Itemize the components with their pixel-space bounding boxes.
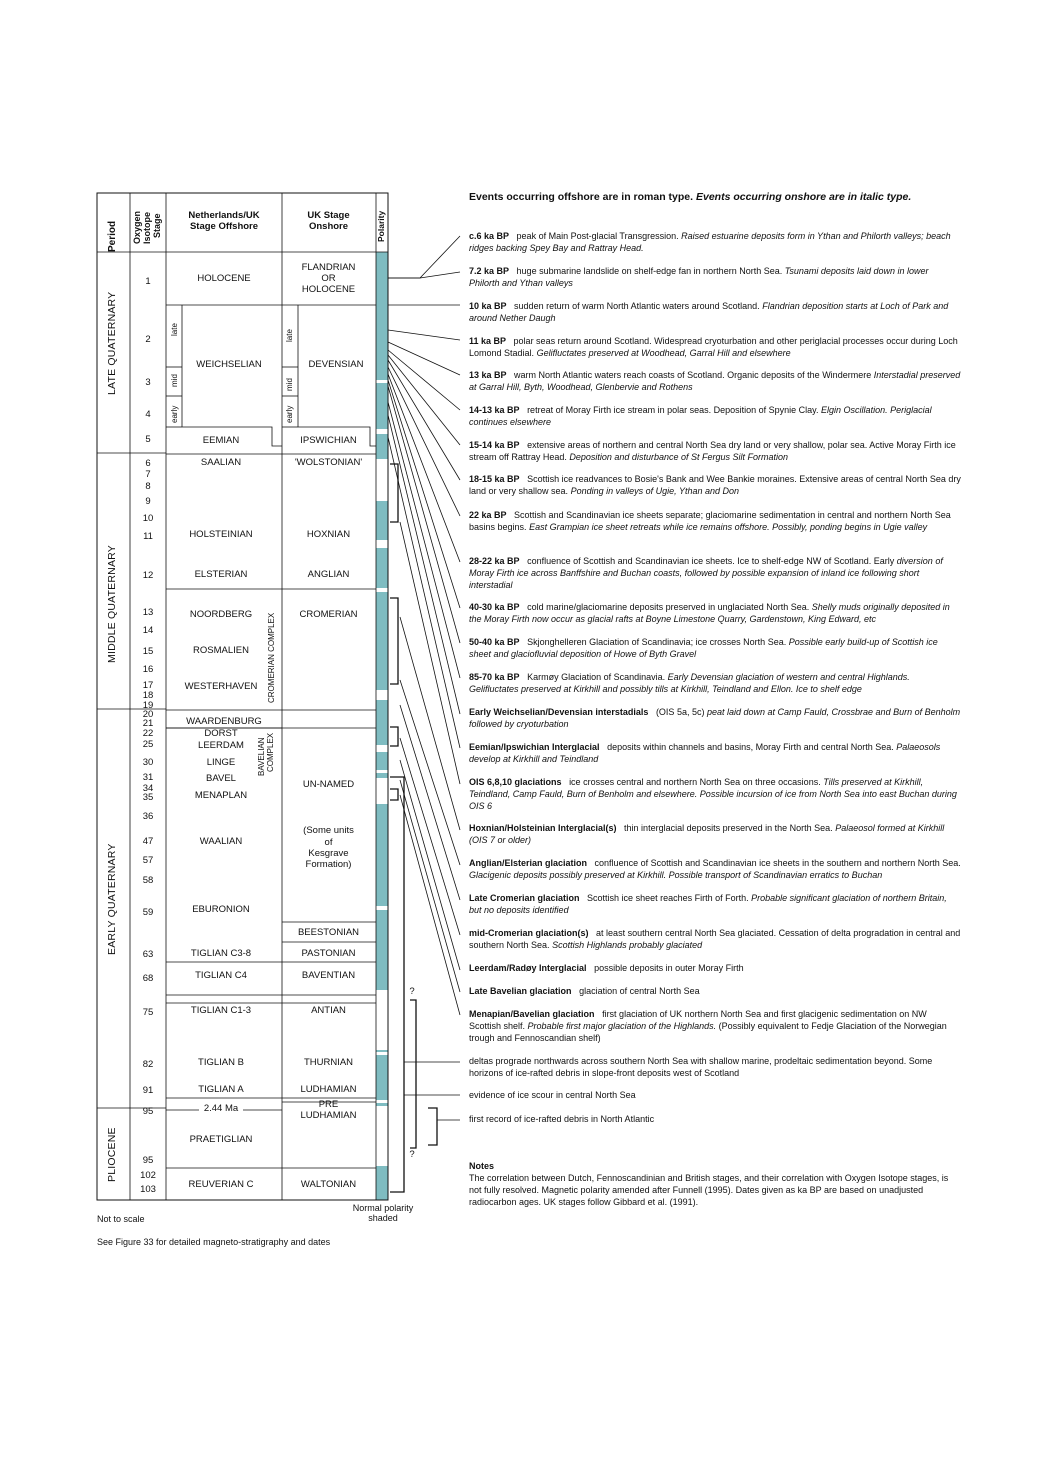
isotope-stage: 31	[142, 772, 154, 783]
event-item: c.6 ka BP peak of Main Post-glacial Transgression. Raised estuarine deposits form in Ythan and Philorth valleys; beach ridges backing Spey Bay and Rattray Head.	[469, 231, 951, 253]
event-item: Eemian/Ipswichian Interglacial deposits within channels and basins, Moray Firth and central North Sea. Palaeosols develop at Kirkhill and Teindland	[469, 742, 941, 764]
bracket-ois-glaciations	[390, 464, 398, 522]
uk-stage: 'WOLSTONIAN'	[294, 457, 363, 468]
nl-stage: ROSMALIEN	[193, 645, 249, 656]
uk-stage: PRE	[318, 1099, 339, 1110]
nl-stage: MENAPLAN	[194, 790, 248, 801]
isotope-stage: 75	[142, 1007, 154, 1018]
uk-stage: HOLOCENE	[301, 284, 356, 295]
event-item: Menapian/Bavelian glaciation first glaciation of UK northern North Sea and first glacigenic sedimentation on NW Scottish shelf. Probable first major glaciation of the Highlands. (Possibly equivalent to Fedje Glaciation of the Norwegian trough and Fennoscandian shelf)	[469, 1009, 947, 1043]
uk-stage: THURNIAN	[303, 1057, 354, 1068]
substage-mid-uk: mid	[285, 378, 294, 391]
header-polarity: Polarity	[376, 210, 386, 242]
isotope-stage: 10	[142, 513, 154, 524]
nl-stage: REUVERIAN C	[188, 1179, 254, 1190]
event-item: 14-13 ka BP retreat of Moray Firth ice stream in polar seas. Deposition of Spynie Clay. Elgin Oscillation. Periglacial continues elsewhere	[469, 405, 932, 427]
event-item: Late Bavelian glaciation glaciation of central North Sea	[469, 986, 700, 996]
nl-stage: BAVEL	[206, 773, 236, 784]
isotope-stage: 103	[140, 1184, 156, 1195]
uk-stage: OR	[321, 273, 336, 284]
notes-heading: Notes	[469, 1161, 495, 1171]
event-item: 18-15 ka BP Scottish ice readvances to Bosie's Bank and Wee Bankie moraines. Extensive areas of central North Sea dry land or very shallow sea. Ponding in valleys of Ugie, Ythan and Don	[469, 474, 961, 496]
nl-stage: WESTERHAVEN	[184, 681, 258, 692]
event-item: 11 ka BP polar seas return around Scotland. Widespread cryoturbation and other periglacial processes occur during Loch Lomond Stadial. Gelifluctates preserved at Woodhead, Garral Hill and elsewhere	[469, 336, 958, 358]
event-item: 13 ka BP warm North Atlantic waters reach coasts of Scotland. Organic deposits of the Windermere Interstadial preserved at Garral Hill, Byth, Woodhead, Glenbervie and Rothens	[469, 370, 961, 392]
event-item: Early Weichselian/Devensian interstadials (OIS 5a, 5c) peat laid down at Camp Fauld, Crossbrae and Burn of Benholm followed by cryoturbation	[469, 707, 961, 729]
header-oxygen-line2: Isotope	[142, 211, 152, 244]
polarity-note-line2: shaded	[368, 1213, 398, 1224]
polarity-reversed-band	[376, 1106, 388, 1166]
nl-stage: LEERDAM	[198, 740, 244, 751]
isotope-stage: 47	[142, 836, 154, 847]
uk-stage: LUDHAMIAN	[300, 1084, 357, 1095]
isotope-stage: 19	[142, 700, 154, 711]
polarity-reversed-band	[376, 1100, 388, 1103]
polarity-reversed-band	[376, 459, 388, 501]
uk-stage: IPSWICHIAN	[300, 435, 357, 446]
isotope-stage: 5	[145, 434, 151, 445]
event-item: 85-70 ka BP Karmøy Glaciation of Scandinavia. Early Devensian glaciation of western and central Highlands. Gelifluctates preserved at Kirkhill and possibly tills at Kirkhill, Teindland and Ellon. Ice to shelf edge	[469, 672, 910, 694]
isotope-stage: 2	[145, 334, 151, 345]
bavelian-complex-label-2: COMPLEX	[266, 732, 275, 772]
uncertain-marker: ?	[409, 986, 415, 997]
isotope-stage: 9	[145, 496, 151, 507]
isotope-stage: 57	[142, 855, 154, 866]
isotope-stage: 3	[145, 377, 151, 388]
event-item: Late Cromerian glaciation Scottish ice sheet reaches Firth of Forth. Probable significant glaciation of northern Britain, but no deposits identified	[469, 893, 947, 915]
event-leader-line	[400, 760, 460, 970]
nl-stage: HOLOCENE	[197, 273, 251, 284]
polarity-normal-band	[376, 252, 388, 1200]
uk-stage-note: Kesgrave	[308, 848, 349, 859]
event-leader-line	[388, 272, 460, 278]
nl-stage: PRAETIGLIAN	[189, 1134, 253, 1145]
nl-stage: WEICHSELIAN	[196, 359, 262, 370]
isotope-stage: 20	[142, 709, 154, 720]
nl-stage: TIGLIAN C3-8	[190, 948, 252, 959]
legend-title-roman: Events occurring offshore are in roman type.	[469, 191, 694, 203]
header-netherlands-line1: Netherlands/UK	[188, 210, 260, 221]
uk-stage: BEESTONIAN	[297, 927, 360, 938]
isotope-stage: 8	[145, 481, 151, 492]
isotope-stage: 36	[142, 811, 154, 822]
nl-stage: WAARDENBURG	[186, 716, 262, 727]
nl-stage: DORST	[204, 728, 238, 739]
uk-stage: CROMERIAN	[299, 609, 358, 620]
event-leader-line	[388, 360, 460, 480]
event-leader-line	[388, 355, 460, 445]
nl-stage: TIGLIAN A	[198, 1084, 244, 1095]
isotope-stage: 58	[142, 875, 154, 886]
uk-stage: ANTIAN	[311, 1005, 346, 1016]
polarity-reversed-band	[376, 588, 388, 592]
isotope-stage: 59	[142, 907, 154, 918]
isotope-stage: 34	[142, 783, 154, 794]
event-leader-line	[388, 330, 460, 340]
header-uk	[282, 211, 375, 233]
polarity-reversed-band	[376, 690, 388, 700]
isotope-stage: 14	[142, 625, 154, 636]
substage-late-uk: late	[285, 329, 294, 342]
isotope-stage: 95	[142, 1106, 154, 1117]
polarity-reversed-band	[376, 990, 388, 1050]
event-leader-line	[388, 415, 460, 714]
nl-stage: EEMIAN	[202, 435, 240, 446]
notes-text: The correlation between Dutch, Fennoscandinian and British stages, and their correlation with Oxygen Isotope stages, is not fully resolved. Magnetic polarity amended after Funnell (1995). Dates given as ka BP are based on unadjusted radiocarbon ages. UK stages follow Gibbard et al. (1991).	[469, 1173, 949, 1207]
event-leader-line	[400, 705, 460, 900]
nl-stage: WAALIAN	[199, 836, 243, 847]
substage-early-nl: early	[170, 405, 179, 423]
uk-stage: ANGLIAN	[307, 569, 350, 580]
period-late-quaternary: LATE QUATERNARY	[106, 291, 118, 395]
substage-early-uk: early	[285, 405, 294, 423]
event-leader-line	[388, 386, 460, 643]
isotope-stage: 22	[142, 728, 154, 739]
nl-stage: TIGLIAN C4	[195, 970, 247, 981]
legend-title-italic: Events occurring onshore are in italic type.	[695, 191, 912, 203]
polarity-reversed-band	[376, 770, 388, 773]
uk-stage-note: Formation)	[305, 859, 352, 870]
uncertain-marker: ?	[409, 1149, 415, 1160]
scale-note: Not to scale	[97, 1214, 145, 1224]
nl-stage: HOLSTEINIAN	[189, 529, 253, 540]
uk-stage: BAVENTIAN	[301, 970, 356, 981]
uk-stage: UN-NAMED	[302, 779, 355, 790]
isotope-stage: 95	[142, 1155, 154, 1166]
nl-stage: EBURONION	[192, 904, 250, 915]
header-uk-line2: Onshore	[308, 220, 349, 232]
header-netherlands-line2: Stage Offshore	[189, 220, 259, 232]
bracket-uncertain-range	[410, 1000, 416, 1148]
isotope-stage: 11	[143, 531, 153, 542]
isotope-stage: 35	[142, 792, 154, 803]
cromerian-complex-label: CROMERIAN COMPLEX	[267, 612, 276, 703]
event-item: 28-22 ka BP confluence of Scottish and Scandinavian ice sheets. Ice to shelf-edge NW of Scotland. Early diversion of Moray Firth ice across Banffshire and Buchan coasts, followed by possible expansion of inland ice following short interstadial	[469, 556, 943, 590]
uk-stage: LUDHAMIAN	[300, 1110, 357, 1121]
isotope-stage: 15	[142, 646, 154, 657]
event-item: 50-40 ka BP Skjonghelleren Glaciation of Scandinavia; ice crosses North Sea. Possible early build-up of Scottish ice sheet and glaciofluvial deposition of Howe of Byth Gravel	[469, 637, 938, 659]
event-item: 40-30 ka BP cold marine/glaciomarine deposits preserved in unglaciated North Sea. Shelly muds originally deposited in the Moray Firth now occur as glacial rafts at Boyne Limestone Quarry, Gardenstown, King Edward, etc	[469, 602, 950, 624]
uk-stage: HOXNIAN	[306, 529, 351, 540]
event-item: Anglian/Elsterian glaciation confluence of Scottish and Scandinavian ice sheets in the southern and northern North Sea. Glacigenic deposits possibly preserved at Kirkhill. Possible transport of Scandinavian erratics to Buchan	[469, 858, 961, 880]
uk-stage-note: of	[324, 837, 333, 848]
event-item: 10 ka BP sudden return of warm North Atlantic waters around Scotland. Flandrian deposition starts at Loch of Park and around Nether Daugh	[469, 301, 949, 323]
isotope-stage: 16	[142, 664, 154, 675]
event-leader-line	[388, 350, 460, 410]
substage-mid-nl: mid	[170, 374, 179, 387]
isotope-stage: 63	[142, 949, 154, 960]
event-leader-line	[388, 374, 460, 562]
uk-stage: DEVENSIAN	[308, 359, 364, 370]
bavelian-complex-label-1: BAVELIAN	[257, 737, 266, 776]
event-item: 15-14 ka BP extensive areas of northern and central North Sea dry land or very shallow, polar sea. Active Moray Firth ice stream off Rattray Head. Deposition and disturbance of St Fergus Silt Formation	[469, 440, 956, 462]
bracket-ice-rafted	[428, 1108, 437, 1145]
isotope-stage: 1	[145, 276, 151, 287]
event-leader-line	[400, 780, 460, 992]
polarity-reversed-band	[376, 745, 388, 752]
isotope-stage: 82	[142, 1059, 154, 1070]
uk-stage: PASTONIAN	[301, 948, 356, 959]
event-item: Leerdam/Radøy Interglacial possible deposits in outer Moray Firth	[469, 963, 744, 973]
nl-stage: TIGLIAN B	[198, 1057, 244, 1068]
isotope-stage: 21	[142, 718, 154, 729]
event-leader-line	[400, 522, 460, 784]
bracket-menapian	[390, 789, 398, 800]
uk-stage: FLANDRIAN	[301, 262, 356, 273]
event-leader-line	[388, 236, 460, 278]
nl-stage: LINGE	[206, 757, 236, 768]
bracket-delta-progradation	[390, 777, 404, 1192]
event-leader-line	[400, 617, 460, 830]
polarity-reversed-band	[376, 540, 388, 548]
nl-stage: NOORDBERG	[189, 609, 253, 620]
isotope-stage: 6	[145, 458, 151, 469]
isotope-stage: 4	[145, 409, 151, 420]
period-middle-quaternary: MIDDLE QUATERNARY	[106, 545, 118, 663]
event-item: first record of ice-rafted debris in North Atlantic	[469, 1114, 655, 1124]
event-item: deltas prograde northwards across southern North Sea with shallow marine, prodeltaic sedimentation beyond. Some horizons of ice-rafted debris in slope-front deposits west of Scotland	[469, 1056, 933, 1078]
substage-late-nl: late	[170, 323, 179, 336]
nl-stage: ELSTERIAN	[194, 569, 248, 580]
polarity-reversed-band	[376, 778, 388, 804]
nl-stage-age-marker: 2.44 Ma	[199, 1104, 243, 1115]
nl-stage: TIGLIAN C1-3	[190, 1005, 252, 1016]
header-uk-line1: UK Stage	[307, 210, 350, 221]
event-item: OIS 6,8,10 glaciations ice crosses central and northern North Sea on three occasions. Tills preserved at Kirkhill, Teindland, Camp Fauld, Burn of Benholm and elsewhere. Possible incursion of ice from North Sea into east Buchan during OIS 6	[469, 777, 957, 811]
legend-title	[469, 191, 969, 203]
uk-stage: WALTONIAN	[300, 1179, 357, 1190]
event-item: 7.2 ka BP huge submarine landslide on shelf-edge fan in northern North Sea. Tsunami deposits laid down in lower Philorth and Ythan valleys	[469, 266, 929, 288]
header-oxygen-line3: Stage	[152, 213, 162, 238]
polarity-reversed-band	[376, 380, 388, 383]
isotope-stage: 17	[142, 680, 154, 691]
isotope-stage: 7	[145, 469, 151, 480]
polarity-note	[338, 1203, 428, 1224]
event-item: evidence of ice scour in central North Sea	[469, 1090, 636, 1100]
polarity-reversed-band	[376, 906, 388, 910]
uk-stage-note: (Some units	[303, 825, 354, 836]
event-leader-line	[388, 402, 460, 678]
bracket-waardenburg	[390, 727, 398, 746]
isotope-stage: 12	[142, 570, 154, 581]
isotope-stage: 18	[142, 690, 154, 701]
isotope-stage: 25	[142, 739, 154, 750]
polarity-note-line1: Normal polarity	[352, 1203, 414, 1213]
bracket-cromerian	[390, 598, 398, 684]
polarity-reversed-band	[376, 429, 388, 434]
polarity-reversed-band	[376, 1052, 388, 1055]
isotope-stage: 30	[142, 757, 154, 768]
header-period: Period	[107, 220, 118, 252]
period-pliocene: PLIOCENE	[106, 1127, 118, 1182]
event-item: Hoxnian/Holsteinian Interglacial(s) thin interglacial deposits preserved in the North Sea. Palaeosol formed at Kirkhill (OIS 7 or older)	[469, 823, 945, 845]
period-early-quaternary: EARLY QUATERNARY	[106, 843, 118, 955]
header-netherlands	[166, 211, 282, 233]
header-oxygen-line1: Oxygen	[132, 210, 142, 244]
event-item: 22 ka BP Scottish and Scandinavian ice sheets separate; glaciomarine sedimentation in central and northern North Sea basins begins. East Grampian ice sheet retreats while ice remains offshore. Possibly, ponding begins in Ugie valley	[469, 510, 951, 532]
see-also-note: See Figure 33 for detailed magneto-stratigraphy and dates	[97, 1237, 331, 1247]
isotope-stage: 102	[140, 1170, 156, 1181]
event-item: mid-Cromerian glaciation(s) at least southern central North Sea glaciated. Cessation of delta progradation in central and southern North Sea. Scottish Highlands probably glaciated	[469, 928, 961, 950]
isotope-stage: 13	[142, 607, 154, 618]
isotope-stage: 68	[142, 973, 154, 984]
nl-stage: SAALIAN	[200, 457, 242, 468]
isotope-stage: 91	[142, 1085, 154, 1096]
